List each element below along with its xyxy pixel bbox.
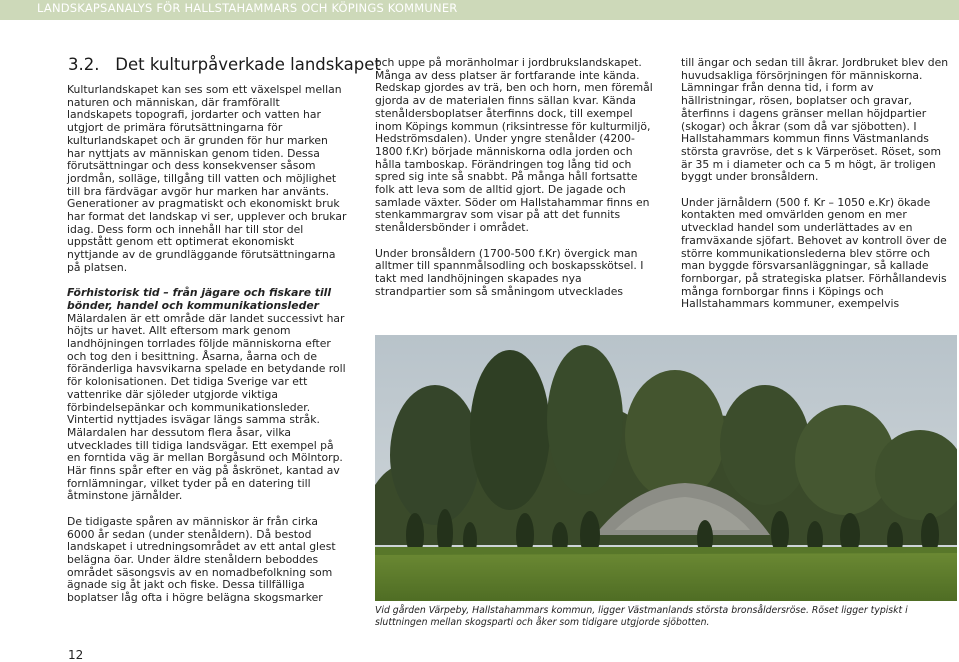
text-column-3 xyxy=(681,57,951,311)
intro-paragraph: Kulturlandskapet kan ses som ett växelspel mellan naturen och människan, där framförallt landskapets topografi, jordarter och vatten har utgjort de primära förutsättningarna för kulturlandskapet och är grunden för hur marken har nyttjats av människan genom tiden. Dessa förutsättningar och dess konsekvenser såsom jordmån, solläge, tillgång till vatten och möjlighet till bra färdvägar avgör hur marken har använts. Generationer av pragmatiskt och ekonomiskt bruk har format det landskap vi ser, upplever och brukar idag. Dess form och innehåll har till stor del uppstått genom ett optimerat ekonomiskt nyttjande av de grundläggande förutsättningarna på platsen. xyxy=(67,83,347,274)
landscape-photo-illustration xyxy=(375,335,957,601)
section-title: Det kulturpåverkade landskapet xyxy=(115,55,381,74)
running-title: LANDSKAPSANALYS FÖR HALLSTAHAMMARS OCH KÖPINGS KOMMUNER xyxy=(37,1,458,15)
photo-caption: Vid gården Värpeby, Hallstahammars kommun, ligger Västmanlands största bronsåldersröse. Röset ligger typiskt i sluttningen mellan skogsparti och åker som tidigare utgjorde sjöbotten. xyxy=(375,605,908,628)
prehistory-subheading: Förhistorisk tid – från jägare och fiskare till bönder, handel och kommunikationsleder xyxy=(67,286,332,312)
text-column-2 xyxy=(375,57,655,298)
iron-age-paragraph: Under järnåldern (500 f. Kr – 1050 e.Kr) ökade kontakten med omvärlden genom en mer utvecklad handel som underlättades av en framväxande sjöfart. Behovet av kontroll över de större kommunikationslederna blev större och man byggde försvarsanläggningar, så kallade fornborgar, på strategiska platser. Förhållandevis många fornborgar finns i Köpings och Hallstahammars kommuner, exempelvis xyxy=(681,195,947,311)
prehistory-paragraph xyxy=(67,287,347,503)
bronze-age-paragraph: Under bronsåldern (1700-500 f.Kr) övergick man alltmer till spannmålsodling och boskapsskötsel. I takt med landhöjningen skapades nya strandpartier som så småningom utvecklades xyxy=(375,246,644,298)
text-column-1 xyxy=(67,84,347,605)
prehistory-body: Mälardalen är ett område där landet successivt har höjts ur havet. Allt eftersom mark genom landhöjningen torrlades följde människorna efter och tog den i besittning. Åsarna, åarna och de föränderliga havsvikarna spelade en betydande roll för kolonisationen. Det tidiga Sverige var ett vattenrike där sjöleder utgjorde viktiga förbindelsepänkar och kommunikationsleder. Vintertid nyttjades isvägar längs samma stråk. Mälardalen har dessutom flera åsar, vilka utvecklades till tidiga landsvägar. Ett exempel på en forntida väg är mellan Borgåsund och Mölntorp. Här finns spår efter en väg på åskrönet, kantad av fornlämningar, vilket tyder på en datering till åtminstone järnålder. xyxy=(67,311,346,503)
moraine-paragraph: och uppe på moränholmar i jordbrukslandskapet. Många av dess platser är fortfarande inte kända. Redskap gjordes av trä, ben och horn, men föremål gjorda av de materialen finns sällan kvar. Kända stenåldersboplatser återfinns dock, till exempel inom Köpings kommun (riksintresse för kulturmiljö, Hedströmsdalen). Under yngre stenålder (4200-1800 f.Kr) började människorna odla jorden och hålla tamboskap. Förändringen tog lång tid och spred sig inte så snabbt. På många håll fortsatte folk att leva som de alltid gjort. De jagade och samlade växter. Söder om Hallstahammar finns en stenkammargrav som visar på att det funnits stenåldersbönder i området. xyxy=(375,56,653,235)
section-number: 3.2. xyxy=(68,55,100,74)
header-band xyxy=(0,0,959,20)
stone-age-paragraph: De tidigaste spåren av människor är från cirka 6000 år sedan (under stenåldern). Då bestod landskapet i utredningsområdet av ett antal glest belägna öar. Under äldre stenåldern beboddes området säsongsvis av en nomadbefolkning som ägnade sig åt jakt och fiske. Dessa tillfälliga boplatser låg ofta i högre belägna skogsmarker xyxy=(67,514,336,605)
landscape-photo xyxy=(375,335,957,601)
page-number: 12 xyxy=(68,648,84,662)
section-heading xyxy=(68,55,381,74)
meadows-paragraph: till ängar och sedan till åkrar. Jordbruket blev den huvudsakliga försörjningen för människorna. Lämningar från denna tid, i form av hällristningar, rösen, boplatser och gravar, återfinns i dagens gränser mellan höjdpartier (skogar) och åkrar (som då var sjöbotten). I Hallstahammars kommun finns Västmanlands största gravröse, det s k Värperöset. Röset, som är 35 m i diameter och ca 5 m högt, är troligen byggt under bronsåldern. xyxy=(681,56,949,184)
